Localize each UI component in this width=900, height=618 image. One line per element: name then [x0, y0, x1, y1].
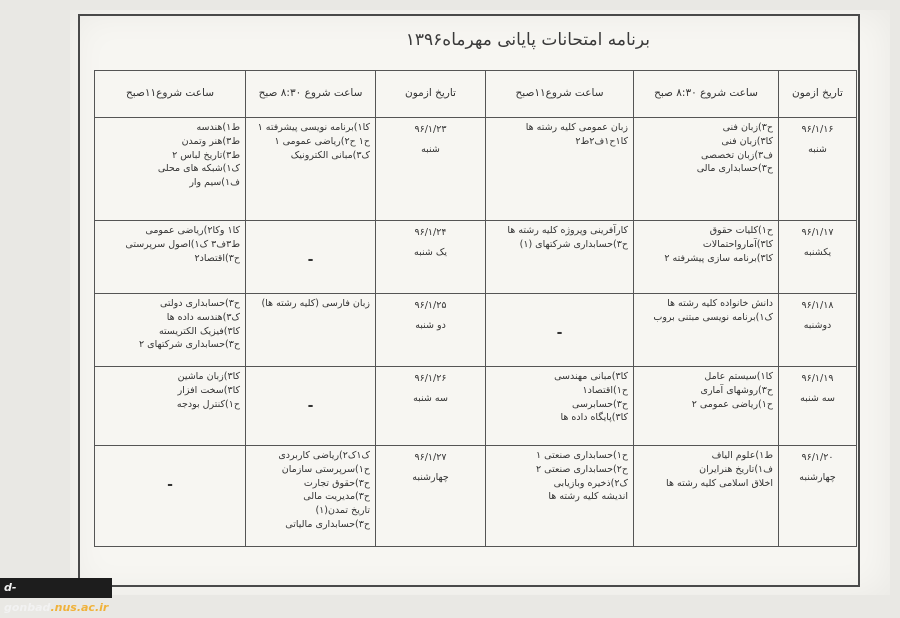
exam-course: کا۱)سیستم عامل — [704, 371, 773, 382]
weekday: شنبه — [421, 143, 440, 155]
date-cell-left — [376, 221, 486, 294]
empty-slot-mark: - — [307, 398, 314, 414]
exam-course: ح۳)حسابرسی — [572, 398, 628, 410]
exam-course: ف۱)تاریخ هنرایران — [699, 463, 773, 475]
empty-slot-mark: - — [307, 252, 314, 268]
weekday: شنبه — [808, 143, 827, 155]
exam-course: ح۳)روشهای آماری — [700, 384, 773, 396]
table-row — [95, 446, 857, 547]
slot-830-right — [634, 446, 779, 547]
header-start-830-left: ساعت شروع ۸:۳۰ صبح — [246, 71, 376, 118]
header-row — [95, 71, 857, 118]
exam-course: زبان فارسی (کلیه رشته ها) — [261, 298, 370, 309]
exam-date: ۹۶/۱/۱۶ — [801, 124, 834, 135]
exam-course: ک۲)ذخیره وبازیابی — [553, 477, 628, 489]
slot-11-right — [486, 221, 634, 294]
slot-11-right — [486, 367, 634, 446]
exam-course: کا۱)برنامه نویسی پیشرفته ۱ — [257, 122, 370, 133]
exam-course: دانش خانواده کلیه رشته ها — [667, 298, 773, 309]
table-row — [95, 294, 857, 367]
empty-slot-mark: - — [556, 325, 563, 341]
table-row — [95, 221, 857, 294]
exam-course: زبان عمومی کلیه رشته ها — [525, 122, 628, 133]
slot-830-right — [634, 294, 779, 367]
exam-course: ح۱)اقتصاد۱ — [582, 384, 628, 396]
exam-course: ک۳)هندسه داده ها — [166, 311, 240, 323]
slot-11-left — [95, 446, 246, 547]
date-cell-left — [376, 118, 486, 221]
exam-course: ک۱)برنامه نویسی مبتنی بروب — [653, 311, 773, 323]
exam-course: کا۳)پایگاه داده ها — [560, 412, 628, 424]
table-row — [95, 367, 857, 446]
exam-course: ح۱ ح۲)ریاضی عمومی ۱ — [274, 135, 370, 147]
date-cell-right — [779, 221, 857, 294]
exam-course: ک۱ک۲)ریاضی کاربردی — [278, 450, 370, 461]
header-start-11-left: ساعت شروع۱۱صبح — [95, 71, 246, 118]
exam-course: ح۳)حسابداری مالیاتی — [285, 518, 370, 530]
exam-course: ک۳)مبانی الکترونیک — [290, 149, 370, 161]
exam-date: ۹۶/۱/۲۷ — [414, 452, 447, 463]
weekday: سه شنبه — [413, 392, 448, 404]
exam-course: ک۱)شبکه های محلی — [157, 163, 240, 175]
slot-11-left — [95, 118, 246, 221]
slot-830-left — [246, 367, 376, 446]
date-cell-right — [779, 367, 857, 446]
exam-course: ح۱)حسابداری صنعتی ۱ — [536, 450, 628, 461]
exam-course: ط۳)هنر وتمدن — [181, 135, 240, 147]
exam-course: ح۳)زبان فنی — [722, 122, 773, 133]
exam-course: ح۳)حسابداری مالی — [696, 163, 773, 175]
exam-course: ح۱)کلیات حقوق — [709, 225, 773, 236]
weekday: دوشنبه — [803, 319, 832, 331]
exam-course: کارآفرینی وپروژه کلیه رشته ها — [507, 225, 628, 236]
exam-date: ۹۶/۱/۲۶ — [414, 373, 447, 384]
exam-course: ح۱)کنترل بودجه — [176, 398, 240, 410]
exam-course: ح۳)اقتصاد۲ — [194, 252, 240, 264]
date-cell-right — [779, 294, 857, 367]
date-cell-right — [779, 446, 857, 547]
weekday: یکشنبه — [803, 246, 832, 258]
exam-course: ط۳)تاریخ لباس ۲ — [172, 149, 240, 161]
slot-830-left — [246, 294, 376, 367]
exam-course: کا۳)فیزیک الکتریسته — [158, 325, 240, 337]
header-start-11-right: ساعت شروع۱۱صبح — [486, 71, 634, 118]
exam-course: ح۳)مدیریت مالی — [303, 491, 370, 503]
exam-course: کا۱ح۱ف۲ط۲ — [575, 135, 628, 147]
exam-course: اخلاق اسلامی کلیه رشته ها — [666, 477, 773, 489]
date-cell-left — [376, 446, 486, 547]
exam-course: ح۳)حقوق تجارت — [303, 477, 370, 489]
weekday: یک شنبه — [414, 246, 447, 258]
exam-course: اندیشه کلیه رشته ها — [548, 491, 628, 503]
exam-date: ۹۶/۱/۲۵ — [414, 300, 447, 311]
weekday: چهارشنبه — [799, 471, 836, 483]
exam-course: کا۱ وکا۲)ریاضی عمومی — [145, 225, 240, 236]
header-start-830-right: ساعت شروع ۸:۳۰ صبح — [634, 71, 779, 118]
exam-course: ح۳)حسابداری دولتی — [159, 298, 240, 309]
slot-11-left — [95, 221, 246, 294]
exam-course: ط۱)علوم الیاف — [711, 450, 773, 461]
weekday: چهارشنبه — [412, 471, 449, 483]
exam-course: کا۳)زبان ماشین — [177, 371, 240, 382]
weekday: دو شنبه — [415, 319, 446, 331]
exam-course: کا۳)برنامه سازی پیشرفته ۲ — [664, 252, 773, 264]
slot-830-left — [246, 221, 376, 294]
exam-course: ح۳)حسابداری شرکتهای ۲ — [139, 339, 240, 351]
exam-course: کا۳)آمارواحتمالات — [702, 238, 773, 250]
slot-11-right — [486, 294, 634, 367]
exam-course: ف۱)سیم وار — [189, 177, 240, 189]
empty-slot-mark: - — [167, 477, 173, 493]
exam-course: ح۱)سرپرستی سازمان — [281, 463, 370, 475]
weekday: سه شنبه — [800, 392, 835, 404]
slot-11-left — [95, 367, 246, 446]
header-date-left: تاریخ ازمون — [376, 71, 486, 118]
slot-11-left — [95, 294, 246, 367]
exam-course: ف۳)زبان تخصصی — [701, 149, 773, 161]
exam-course: ح۱)ریاضی عمومی ۲ — [691, 398, 773, 410]
exam-course: ط۳ف۳ ک۱)اصول سرپرستی — [125, 238, 240, 250]
page-title: برنامه امتحانات پایانی مهرماه۱۳۹۶ — [405, 30, 650, 50]
exam-schedule-table — [94, 70, 857, 547]
date-cell-left — [376, 367, 486, 446]
slot-11-right — [486, 446, 634, 547]
slot-830-right — [634, 367, 779, 446]
exam-course: ح۳)حسابداری شرکتهای (۱) — [519, 238, 628, 250]
exam-date: ۹۶/۱/۲۴ — [414, 227, 447, 238]
exam-course: کا۳)مبانی مهندسی — [554, 371, 628, 382]
exam-course: ط۱)هندسه — [196, 122, 240, 133]
exam-course: تاریخ تمدن(۱) — [315, 505, 370, 517]
exam-course: کا۳)سخت افزار — [177, 384, 240, 396]
table-row — [95, 118, 857, 221]
exam-course: ح۲)حسابداری صنعتی ۲ — [536, 463, 628, 475]
slot-830-right — [634, 221, 779, 294]
header-date-right: تاریخ ازمون — [779, 71, 857, 118]
slot-830-left — [246, 446, 376, 547]
slot-830-right — [634, 118, 779, 221]
exam-date: ۹۶/۱/۲۳ — [414, 124, 447, 135]
exam-date: ۹۶/۱/۱۹ — [801, 373, 834, 384]
exam-course: کا۳)زبان فنی — [721, 135, 773, 147]
slot-11-right — [486, 118, 634, 221]
exam-date: ۹۶/۱/۱۷ — [801, 227, 834, 238]
date-cell-left — [376, 294, 486, 367]
site-watermark: d-gonbad.nus.ac.ir — [0, 578, 112, 598]
slot-830-left — [246, 118, 376, 221]
exam-date: ۹۶/۱/۲۰ — [801, 452, 834, 463]
exam-date: ۹۶/۱/۱۸ — [801, 300, 834, 311]
date-cell-right — [779, 118, 857, 221]
